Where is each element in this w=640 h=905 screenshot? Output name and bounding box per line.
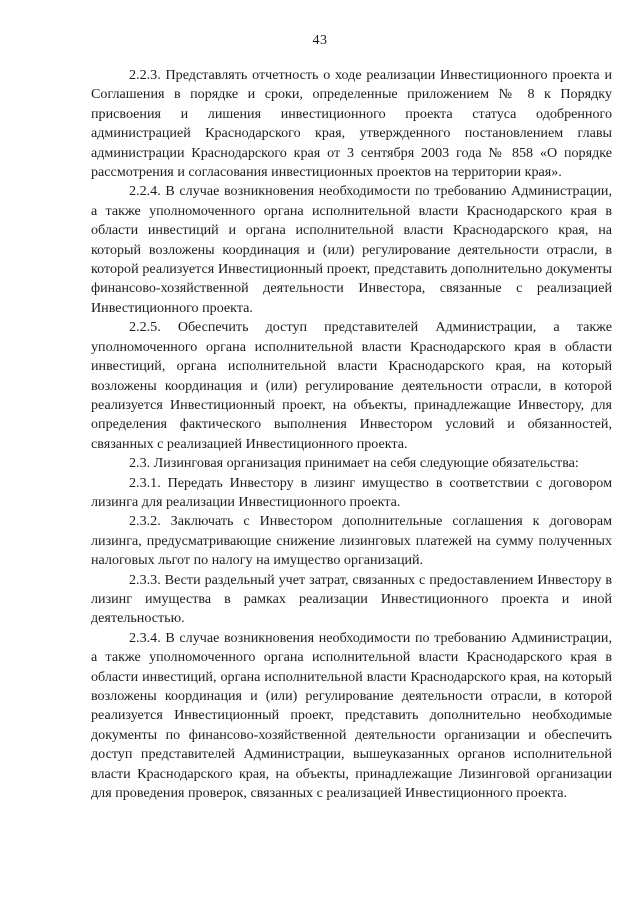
paragraph-2-2-3: 2.2.3. Представлять отчетность о ходе реализации Инвестиционного проекта и Соглашения в порядке и сроки, определенные приложением № 8 к Порядку присвоения и лишения инвестиционного проекта статуса одобренного администрацией Краснодарского края, утвержденного постановлением главы администрации Краснодарского края от 3 сентября 2003 года № 858 «О порядке рассмотрения и согласования инвестиционных проектов на территории края». — [91, 67, 612, 181]
paragraph-2-3-2: 2.3.2. Заключать с Инвестором дополнительные соглашения к договорам лизинга, предусматривающие снижение лизинговых платежей на сумму полученных налоговых льгот по налогу на имущество организаций. — [91, 513, 612, 569]
paragraph-2-3-4: 2.3.4. В случае возникновения необходимости по требованию Администрации, а также уполномоченного органа исполнительной власти Краснодарского края в области инвестиций, органа исполнительной власти Краснодарского края, на который возложены координация и (или) регулирование деятельности отрасли, в которой реализуется Инвестиционный проект, представить дополнительно необходимые документы по финансово-хозяйственной деятельности организации и обеспечить доступ представителей Администрации, вышеуказанных органов исполнительной власти Краснодарского края, на объекты, принадлежащие Лизинговой организации для проведения проверок, связанных с реализацией Инвестиционного проекта. — [91, 629, 612, 802]
paragraph-2-3-3: 2.3.3. Вести раздельный учет затрат, связанных с предоставлением Инвестору в лизинг имущества в рамках реализации Инвестиционного проекта и иной деятельностью. — [91, 571, 612, 627]
paragraph-2-3: 2.3. Лизинговая организация принимает на себя следующие обязательства: — [129, 455, 579, 472]
page-number: 43 — [312, 33, 328, 48]
paragraph-2-3-1: 2.3.1. Передать Инвестору в лизинг имущество в соответствии с договором лизинга для реализации Инвестиционного проекта. — [91, 474, 612, 510]
paragraph-2-2-5: 2.2.5. Обеспечить доступ представителей Администрации, а также уполномоченного органа исполнительной власти Краснодарского края в области инвестиций, органа исполнительной власти Краснодарского края, на который возложены координация и (или) регулирование деятельности отрасли, в которой реализуется Инвестиционный проект, на объекты, принадлежащие Инвестору, для определения фактического выполнения Инвестором условий и обязанностей, связанных с реализацией Инвестиционного проекта. — [91, 319, 612, 452]
paragraph-2-2-4: 2.2.4. В случае возникновения необходимости по требованию Администрации, а также уполномоченного органа исполнительной власти Краснодарского края в области инвестиций и органа исполнительной власти Краснодарского края, на который возложены координация и (или) регулирование деятельности отрасли, в которой реализуется Инвестиционный проект, представить дополнительно документы финансово-хозяйственной деятельности Инвестора, связанные с реализацией Инвестиционного проекта. — [91, 183, 612, 316]
document-body — [91, 66, 612, 803]
